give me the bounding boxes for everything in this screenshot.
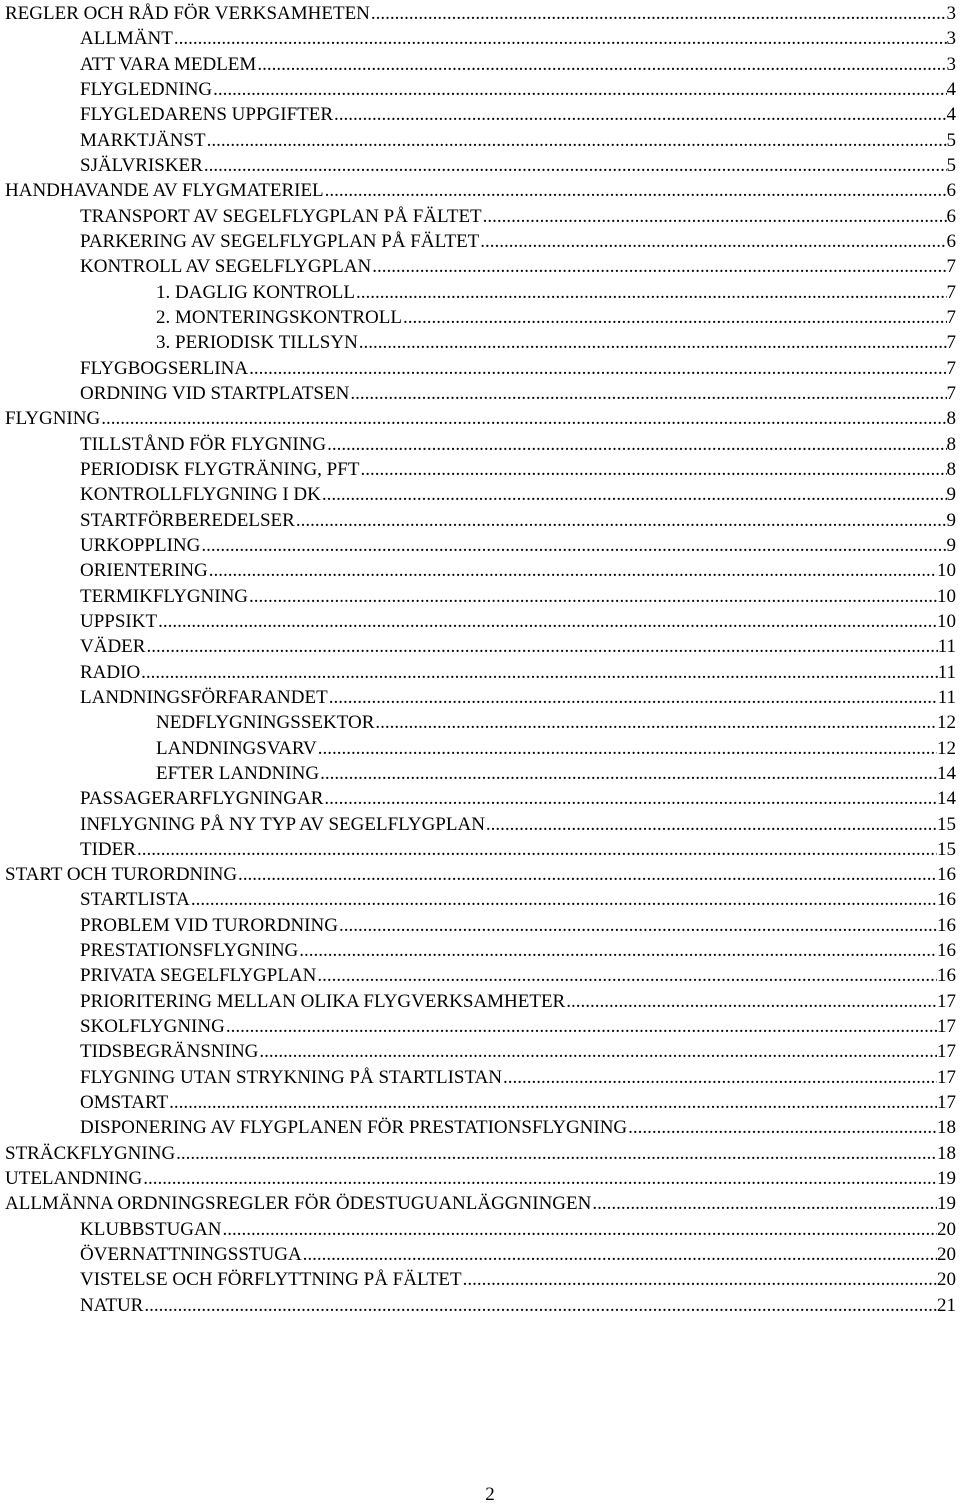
toc-entry-page: 10 xyxy=(937,585,956,607)
toc-dot-leader xyxy=(298,938,937,963)
toc-dot-leader xyxy=(462,1267,937,1292)
toc-entry[interactable] xyxy=(5,1191,956,1216)
toc-dot-leader xyxy=(136,837,937,862)
toc-entry-page: 16 xyxy=(937,965,956,987)
toc-entry-title: PROBLEM VID TURORDNING xyxy=(80,914,338,936)
toc-dot-leader xyxy=(206,128,947,153)
table-of-contents xyxy=(5,1,956,1318)
toc-entry-title: STARTLISTA xyxy=(80,889,190,911)
toc-dot-leader xyxy=(221,1217,937,1242)
toc-entry-title: UPPSIKT xyxy=(80,610,158,632)
toc-dot-leader xyxy=(591,1191,937,1216)
toc-dot-leader xyxy=(175,1141,937,1166)
toc-dot-leader xyxy=(190,887,937,912)
toc-entry-page: 20 xyxy=(937,1244,956,1266)
toc-entry-page: 19 xyxy=(937,1193,956,1215)
toc-entry[interactable] xyxy=(5,204,956,229)
toc-dot-leader xyxy=(479,229,946,254)
toc-entry-page: 3 xyxy=(946,53,956,75)
toc-entry-title: TILLSTÅND FÖR FLYGNING xyxy=(80,433,327,455)
toc-dot-leader xyxy=(316,963,937,988)
toc-entry-page: 14 xyxy=(937,762,956,784)
toc-entry-title: FLYGBOGSERLINA xyxy=(80,357,249,379)
toc-dot-leader xyxy=(502,1065,937,1090)
toc-entry[interactable] xyxy=(5,812,956,837)
toc-entry[interactable] xyxy=(5,761,956,786)
toc-entry[interactable] xyxy=(5,584,956,609)
toc-entry-title: NEDFLYGNINGSSEKTOR xyxy=(156,712,375,734)
toc-entry-page: 10 xyxy=(937,610,956,632)
toc-entry-title: PARKERING AV SEGELFLYGPLAN PÅ FÄLTET xyxy=(80,230,480,252)
toc-dot-leader xyxy=(323,786,937,811)
toc-entry-title: 2. MONTERINGSKONTROLL xyxy=(156,306,402,328)
toc-entry[interactable] xyxy=(5,406,956,431)
toc-dot-leader xyxy=(168,1090,937,1115)
toc-entry[interactable] xyxy=(5,736,956,761)
toc-entry-page: 10 xyxy=(937,560,956,582)
toc-entry-page: 12 xyxy=(937,712,956,734)
toc-entry-page: 20 xyxy=(937,1218,956,1240)
toc-entry[interactable] xyxy=(5,558,956,583)
toc-dot-leader xyxy=(208,558,937,583)
toc-entry-page: 16 xyxy=(937,940,956,962)
toc-entry[interactable] xyxy=(5,229,956,254)
toc-dot-leader xyxy=(140,660,938,685)
toc-entry[interactable] xyxy=(5,1166,956,1191)
toc-entry-title: FLYGNING xyxy=(5,408,101,430)
toc-entry[interactable] xyxy=(5,128,956,153)
toc-entry[interactable] xyxy=(5,457,956,482)
toc-dot-leader xyxy=(359,457,946,482)
toc-entry-page: 11 xyxy=(937,636,956,658)
toc-entry-page: 7 xyxy=(946,332,956,354)
toc-entry-page: 12 xyxy=(937,737,956,759)
toc-entry-page: 21 xyxy=(937,1294,956,1316)
toc-entry-page: 15 xyxy=(937,838,956,860)
toc-entry[interactable] xyxy=(5,1242,956,1267)
toc-dot-leader xyxy=(145,634,937,659)
toc-dot-leader xyxy=(142,1166,937,1191)
toc-entry[interactable] xyxy=(5,102,956,127)
toc-dot-leader xyxy=(349,381,946,406)
toc-dot-leader xyxy=(565,989,937,1014)
toc-entry[interactable] xyxy=(5,1090,956,1115)
toc-entry[interactable] xyxy=(5,1115,956,1140)
toc-entry-title: ATT VARA MEDLEM xyxy=(80,53,257,75)
toc-entry-page: 17 xyxy=(937,1016,956,1038)
toc-dot-leader xyxy=(485,812,937,837)
toc-dot-leader xyxy=(302,1242,937,1267)
toc-entry-page: 19 xyxy=(937,1168,956,1190)
toc-entry-title: 3. PERIODISK TILLSYN xyxy=(156,332,358,354)
toc-entry-page: 16 xyxy=(937,914,956,936)
toc-entry[interactable] xyxy=(5,913,956,938)
toc-entry-page: 16 xyxy=(937,864,956,886)
toc-entry-title: FLYGNING UTAN STRYKNING PÅ STARTLISTAN xyxy=(80,1066,503,1088)
toc-entry-title: LANDNINGSFÖRFARANDET xyxy=(80,686,328,708)
toc-entry[interactable] xyxy=(5,685,956,710)
toc-entry-title: REGLER OCH RÅD FÖR VERKSAMHETEN xyxy=(5,3,370,24)
toc-entry[interactable] xyxy=(5,432,956,457)
toc-entry-title: RADIO xyxy=(80,661,141,683)
toc-entry-page: 9 xyxy=(946,484,956,506)
toc-entry-page: 8 xyxy=(946,458,956,480)
toc-entry-title: 1. DAGLIG KONTROLL xyxy=(156,281,355,303)
toc-entry-page: 3 xyxy=(946,3,956,24)
toc-entry-title: TERMIKFLYGNING xyxy=(80,585,249,607)
toc-entry-page: 16 xyxy=(937,889,956,911)
toc-dot-leader xyxy=(225,1014,937,1039)
toc-entry[interactable] xyxy=(5,862,956,887)
toc-entry-title: TIDER xyxy=(80,838,136,860)
toc-entry-title: ORDNING VID STARTPLATSEN xyxy=(80,382,350,404)
toc-entry-title: PRIORITERING MELLAN OLIKA FLYGVERKSAMHETER xyxy=(80,990,566,1012)
toc-entry-page: 14 xyxy=(937,788,956,810)
toc-dot-leader xyxy=(482,204,947,229)
toc-entry[interactable] xyxy=(5,1,956,26)
toc-entry[interactable] xyxy=(5,508,956,533)
toc-entry-title: DISPONERING AV FLYGPLANEN FÖR PRESTATIONSFLYGNING xyxy=(80,1117,628,1139)
toc-entry[interactable] xyxy=(5,1267,956,1292)
toc-entry-title: STRÄCKFLYGNING xyxy=(5,1142,176,1164)
toc-entry[interactable] xyxy=(5,1141,956,1166)
toc-dot-leader xyxy=(248,584,937,609)
toc-dot-leader xyxy=(256,52,946,77)
toc-dot-leader xyxy=(295,508,947,533)
toc-dot-leader xyxy=(358,330,947,355)
toc-entry-title: STARTFÖRBEREDELSER xyxy=(80,509,295,531)
toc-entry-page: 9 xyxy=(946,534,956,556)
toc-entry-title: INFLYGNING PÅ NY TYP AV SEGELFLYGPLAN xyxy=(80,813,485,835)
toc-entry-title: PERIODISK FLYGTRÄNING, PFT xyxy=(80,458,360,480)
toc-entry-title: VÄDER xyxy=(80,636,146,658)
toc-entry-title: URKOPPLING xyxy=(80,534,201,556)
toc-dot-leader xyxy=(143,1293,937,1318)
toc-entry[interactable] xyxy=(5,989,956,1014)
toc-entry[interactable] xyxy=(5,533,956,558)
toc-entry[interactable] xyxy=(5,609,956,634)
toc-dot-leader xyxy=(321,482,947,507)
toc-entry-page: 7 xyxy=(946,306,956,328)
toc-entry-page: 5 xyxy=(946,154,956,176)
toc-entry-page: 18 xyxy=(937,1142,956,1164)
toc-entry-title: ALLMÄNT xyxy=(80,28,173,50)
toc-entry-page: 5 xyxy=(946,129,956,151)
toc-dot-leader xyxy=(355,280,947,305)
toc-dot-leader xyxy=(627,1115,937,1140)
toc-entry[interactable] xyxy=(5,153,956,178)
toc-entry-title: PASSAGERARFLYGNINGAR xyxy=(80,788,324,810)
toc-dot-leader xyxy=(319,761,937,786)
toc-dot-leader xyxy=(328,685,938,710)
toc-entry-page: 3 xyxy=(946,28,956,50)
toc-entry-title: START OCH TURORDNING xyxy=(5,864,238,886)
toc-dot-leader xyxy=(203,153,947,178)
toc-dot-leader xyxy=(370,1,947,26)
toc-entry[interactable] xyxy=(5,280,956,305)
toc-entry-page: 15 xyxy=(937,813,956,835)
toc-entry-title: PRIVATA SEGELFLYGPLAN xyxy=(80,965,317,987)
toc-entry[interactable] xyxy=(5,1014,956,1039)
toc-entry[interactable] xyxy=(5,887,956,912)
toc-entry[interactable] xyxy=(5,1293,956,1318)
toc-entry[interactable] xyxy=(5,305,956,330)
toc-entry-title: ALLMÄNNA ORDNINGSREGLER FÖR ÖDESTUGUANLÄGGNINGEN xyxy=(5,1193,592,1215)
toc-dot-leader xyxy=(338,913,937,938)
toc-entry[interactable] xyxy=(5,660,956,685)
toc-entry-page: 11 xyxy=(937,686,956,708)
toc-dot-leader xyxy=(173,26,947,51)
toc-entry-page: 7 xyxy=(946,382,956,404)
toc-dot-leader xyxy=(326,432,946,457)
toc-dot-leader xyxy=(212,77,946,102)
toc-entry-title: SJÄLVRISKER xyxy=(80,154,203,176)
toc-entry-page: 11 xyxy=(937,661,956,683)
toc-entry-title: FLYGLEDARENS UPPGIFTER xyxy=(80,104,334,126)
toc-entry[interactable] xyxy=(5,356,956,381)
toc-dot-leader xyxy=(333,102,946,127)
toc-entry-page: 17 xyxy=(937,1092,956,1114)
toc-entry-title: VISTELSE OCH FÖRFLYTTNING PÅ FÄLTET xyxy=(80,1269,462,1291)
toc-entry-title: NATUR xyxy=(80,1294,144,1316)
toc-entry-title: FLYGLEDNING xyxy=(80,78,213,100)
toc-entry[interactable] xyxy=(5,178,956,203)
toc-entry[interactable] xyxy=(5,837,956,862)
toc-entry-page: 6 xyxy=(946,180,956,202)
toc-entry[interactable] xyxy=(5,938,956,963)
toc-entry-title: HANDHAVANDE AV FLYGMATERIEL xyxy=(5,180,324,202)
toc-entry-page: 20 xyxy=(937,1269,956,1291)
toc-entry-title: TIDSBEGRÄNSNING xyxy=(80,1041,259,1063)
toc-entry-page: 18 xyxy=(937,1117,956,1139)
toc-entry[interactable] xyxy=(5,963,956,988)
toc-dot-leader xyxy=(237,862,937,887)
toc-entry-page: 7 xyxy=(946,357,956,379)
toc-entry-page: 17 xyxy=(937,1066,956,1088)
toc-entry[interactable] xyxy=(5,254,956,279)
page-number: 2 xyxy=(485,1484,495,1505)
toc-entry[interactable] xyxy=(5,634,956,659)
toc-entry-title: OMSTART xyxy=(80,1092,169,1114)
toc-entry-title: KONTROLLFLYGNING I DK xyxy=(80,484,321,506)
toc-entry-title: ORIENTERING xyxy=(80,560,208,582)
toc-entry[interactable] xyxy=(5,381,956,406)
toc-entry-page: 9 xyxy=(946,509,956,531)
toc-entry-page: 8 xyxy=(946,408,956,430)
toc-dot-leader xyxy=(371,254,946,279)
toc-entry-title: KONTROLL AV SEGELFLYGPLAN xyxy=(80,256,372,278)
toc-entry-title: MARKTJÄNST xyxy=(80,129,206,151)
toc-entry[interactable] xyxy=(5,330,956,355)
toc-entry-title: TRANSPORT AV SEGELFLYGPLAN PÅ FÄLTET xyxy=(80,205,482,227)
toc-entry[interactable] xyxy=(5,52,956,77)
toc-entry[interactable] xyxy=(5,482,956,507)
toc-entry-title: SKOLFLYGNING xyxy=(80,1016,225,1038)
toc-entry-page: 8 xyxy=(946,433,956,455)
toc-dot-leader xyxy=(200,533,946,558)
toc-entry-title: EFTER LANDNING xyxy=(156,762,320,784)
toc-dot-leader xyxy=(100,406,946,431)
toc-entry[interactable] xyxy=(5,26,956,51)
toc-dot-leader xyxy=(248,356,946,381)
toc-entry-page: 7 xyxy=(946,281,956,303)
toc-entry[interactable] xyxy=(5,1039,956,1064)
toc-entry-title: PRESTATIONSFLYGNING xyxy=(80,940,299,962)
toc-entry-title: LANDNINGSVARV xyxy=(156,737,317,759)
toc-entry-page: 4 xyxy=(946,104,956,126)
toc-entry[interactable] xyxy=(5,786,956,811)
toc-dot-leader xyxy=(317,736,937,761)
toc-entry-page: 17 xyxy=(937,1041,956,1063)
toc-entry-title: KLUBBSTUGAN xyxy=(80,1218,222,1240)
toc-entry-title: UTELANDNING xyxy=(5,1168,143,1190)
toc-dot-leader xyxy=(157,609,937,634)
toc-dot-leader xyxy=(402,305,947,330)
toc-entry[interactable] xyxy=(5,710,956,735)
toc-entry-page: 17 xyxy=(937,990,956,1012)
toc-dot-leader xyxy=(324,178,947,203)
toc-entry[interactable] xyxy=(5,1217,956,1242)
toc-entry-page: 6 xyxy=(946,205,956,227)
toc-entry-page: 4 xyxy=(946,78,956,100)
toc-entry[interactable] xyxy=(5,1065,956,1090)
toc-entry[interactable] xyxy=(5,77,956,102)
toc-entry-page: 7 xyxy=(946,256,956,278)
toc-entry-title: ÖVERNATTNINGSSTUGA xyxy=(80,1244,302,1266)
toc-dot-leader xyxy=(374,710,937,735)
toc-entry-page: 6 xyxy=(946,230,956,252)
toc-dot-leader xyxy=(258,1039,937,1064)
